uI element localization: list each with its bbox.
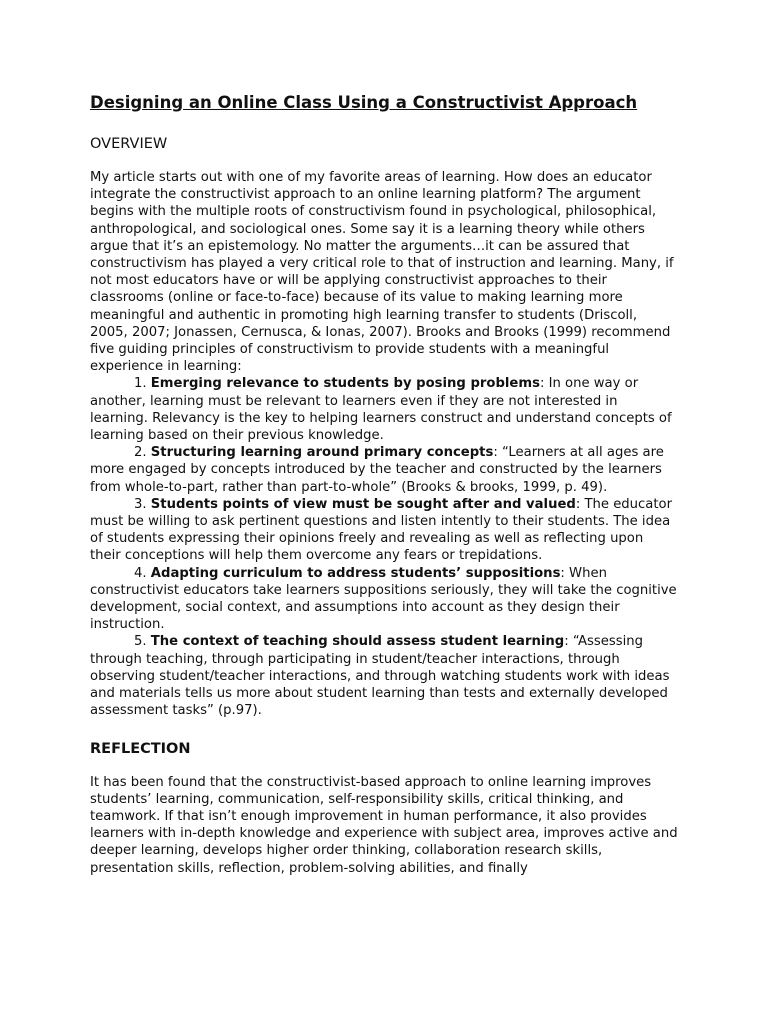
principle-item-5 — [90, 633, 678, 719]
principle-title: Students points of view must be sought after and valued — [150, 496, 576, 512]
principle-text: : The educator must be willing to ask pertinent questions and listen intently to their students. The idea of students expressing their opinions freely and revealing as well as reflecting upon their conceptions will help them overcome any fears or trepidations. — [90, 496, 673, 564]
principle-title: Emerging relevance to students by posing problems — [150, 376, 540, 392]
principle-text: : In one way or another, learning must be relevant to learners even if they are not interested in learning. Relevancy is the key to helping learners construct and understand concepts of learning based on their previous knowledge. — [90, 376, 672, 444]
principle-number: 4. — [134, 565, 147, 581]
overview-heading: OVERVIEW — [90, 136, 168, 152]
principle-text: : When constructivist educators take learners suppositions seriously, they will take the cognitive development, social context, and assumptions into account as they design their instruction. — [90, 565, 677, 633]
document-page — [90, 92, 678, 877]
overview-intro-paragraph: My article starts out with one of my favorite areas of learning. How does an educator integrate the constructivist approach to an online learning platform? The argument begins with the multiple roots of constructivism found in psychological, philosophical, anthropological, and sociological ones. Some say it is a learning theory while others argue that it’s an epistemology. No matter the arguments…it can be assured that constructivism has played a very critical role to that of instruction and learning. Many, if not most educators have or will be applying constructivist approaches to their classrooms (online or face-to-face) because of its value to making learning more meaningful and authentic in promoting high learning transfer to students (Driscoll, 2005, 2007; Jonassen, Cernusca, & Ionas, 2007). Brooks and Brooks (1999) recommend five guiding principles of constructivism to provide students with a meaningful experience in learning: — [90, 170, 674, 375]
principle-number: 3. — [134, 496, 147, 512]
principle-number: 1. — [134, 376, 147, 392]
principle-text: : “Assessing through teaching, through participating in student/teacher interactions, through observing student/teacher interactions, and through watching students work with ideas and materials tells us more about student learning than tests and externally developed assessment tasks” (p.97). — [90, 634, 670, 719]
principle-item-1 — [90, 375, 678, 444]
principle-item-2 — [90, 444, 678, 496]
principle-number: 2. — [134, 445, 147, 461]
reflection-paragraph: It has been found that the constructivist-based approach to online learning improves students’ learning, communication, self-responsibility skills, critical thinking, and teamwork. If that isn’t enough improvement in human performance, it also provides learners with in-depth knowledge and experience with subject area, improves active and deeper learning, develops higher order thinking, collaboration research skills, presentation skills, reflection, problem-solving abilities, and finally — [90, 774, 678, 876]
principle-title: Adapting curriculum to address students’ suppositions — [150, 565, 561, 581]
principle-title: The context of teaching should assess student learning — [150, 634, 565, 650]
principle-item-3 — [90, 496, 678, 565]
principle-item-4 — [90, 565, 678, 634]
principle-title: Structuring learning around primary concepts — [150, 445, 494, 461]
document-title: Designing an Online Class Using a Constructivist Approach — [90, 93, 638, 112]
section-spacer — [90, 720, 678, 739]
principle-number: 5. — [134, 634, 147, 650]
reflection-heading: REFLECTION — [90, 740, 191, 757]
principle-text: : “Learners at all ages are more engaged by concepts introduced by the teacher and constructed by the learners from whole-to-part, rather than part-to-whole” (Brooks & brooks, 1999, p. 49). — [90, 445, 664, 495]
